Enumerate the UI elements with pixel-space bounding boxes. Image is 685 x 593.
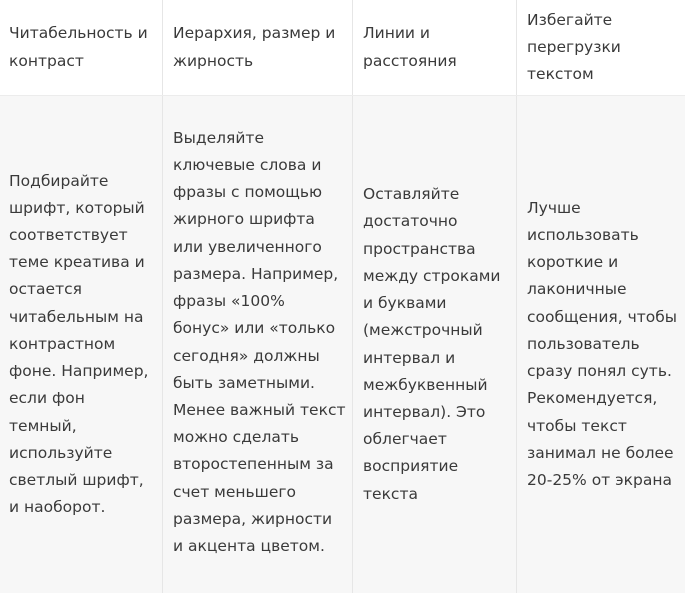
header-readability-label: Читабельность и контраст [9, 24, 148, 70]
header-cell-hierarchy [163, 0, 353, 95]
header-spacing-label: Линии и расстояния [363, 24, 457, 70]
header-cell-readability [0, 0, 163, 95]
readability-text: Подбирайте шрифт, который соответствует теме креатива и остается читабельным на контрастном фоне. Например, если фон темный, используйте светлый шрифт, и наоборот. [9, 171, 149, 517]
header-cell-text-overload [517, 0, 685, 95]
text-overload-text: Лучше использовать короткие и лаконичные сообщения, чтобы пользователь сразу понял суть. Рекомендуется, чтобы текст занимал не более 20-25% от экрана [527, 198, 678, 489]
header-hierarchy-label: Иерархия, размер и жирность [173, 24, 336, 70]
header-text-overload-label: Избегайте перегрузки текстом [527, 10, 621, 84]
body-cell-text-overload [517, 96, 685, 593]
hierarchy-text: Выделяйте ключевые слова и фразы с помощью жирного шрифта или увеличенного размера. Например, фразы «100% бонус» или «только сегодня» должны быть заметными. Менее важный текст можно сделать второстепенным за счет меньшего размера, жирности и акцента цветом. [173, 128, 346, 555]
table-row [0, 96, 685, 593]
body-cell-readability [0, 96, 163, 593]
spacing-text: Оставляйте достаточно пространства между строками и буквами (межстрочный интервал и межбуквенный интервал). Это облегчает восприятие текста [363, 185, 501, 503]
body-cell-hierarchy [163, 96, 353, 593]
header-cell-spacing [353, 0, 517, 95]
table-header-row [0, 0, 685, 96]
body-cell-spacing [353, 96, 517, 593]
